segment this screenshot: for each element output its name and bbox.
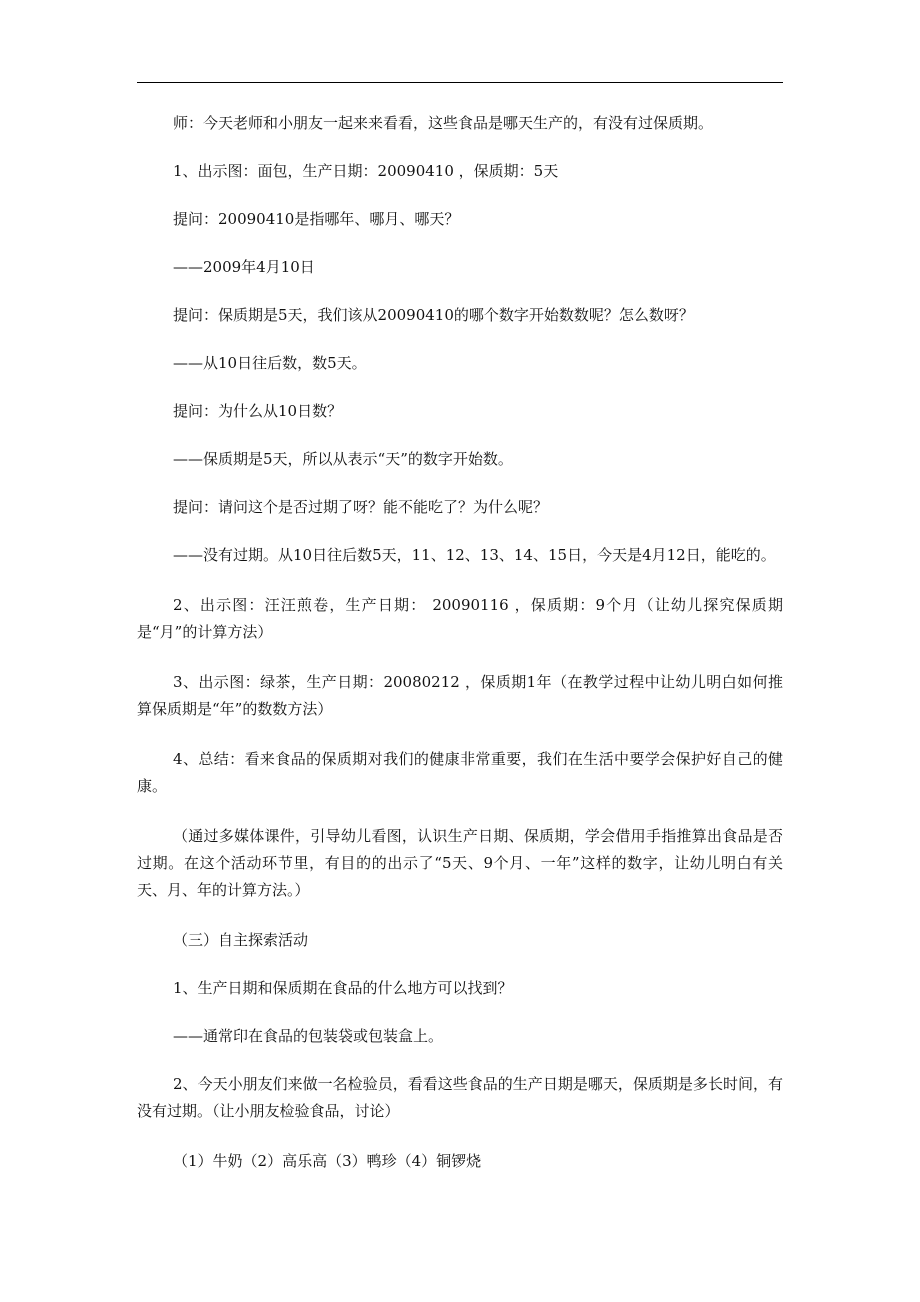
document-body — [137, 110, 783, 1175]
paragraph: 提问：请问这个是否过期了呀？能不能吃了？为什么呢？ — [173, 498, 549, 516]
paragraph: 2、今天小朋友们来做一名检验员，看看这些食品的生产日期是哪天，保质期是多长时间，有没有过期。（让小朋友检验食品，讨论） — [137, 1075, 783, 1120]
paragraph: ——从10日往后数，数5天。 — [173, 354, 367, 372]
paragraph: 提问：为什么从10日数？ — [173, 402, 343, 420]
paragraph: 2、出示图：汪汪煎卷，生产日期： 20090116 ，保质期：9个月（让幼儿探究保质期是“月”的计算方法） — [137, 596, 783, 641]
paragraph: ——通常印在食品的包装袋或包装盒上。 — [173, 1027, 444, 1045]
paragraph: 提问：保质期是5天，我们该从20090410的哪个数字开始数数呢？怎么数呀？ — [173, 306, 694, 324]
section-heading: （三）自主探索活动 — [173, 931, 309, 949]
paragraph: ——保质期是5天，所以从表示“天”的数字开始数。 — [173, 450, 513, 468]
paragraph: （1）牛奶（2）高乐高（3）鸭珍（4）铜锣烧 — [173, 1152, 482, 1170]
paragraph: ——没有过期。从10日往后数5天，11、12、13、14、15日，今天是4月12日，能吃的。 — [173, 546, 776, 564]
paragraph: ——2009年4月10日 — [173, 258, 315, 276]
paragraph: 3、出示图：绿茶，生产日期：20080212 ，保质期1年（在教学过程中让幼儿明白如何推算保质期是“年”的数数方法） — [137, 673, 783, 718]
header-rule — [137, 82, 783, 83]
paragraph: （通过多媒体课件，引导幼儿看图，认识生产日期、保质期，学会借用手指推算出食品是否过期。在这个活动环节里，有目的的出示了“5天、9个月、一年”这样的数字，让幼儿明白有关天、月、年的计算方法。） — [137, 827, 783, 899]
paragraph: 师：今天老师和小朋友一起来来看看，这些食品是哪天生产的，有没有过保质期。 — [173, 114, 714, 132]
paragraph: 1、出示图：面包，生产日期：20090410 ，保质期：5天 — [173, 162, 559, 180]
paragraph: 4、总结：看来食品的保质期对我们的健康非常重要，我们在生活中要学会保护好自己的健康。 — [137, 750, 783, 795]
paragraph: 1、生产日期和保质期在食品的什么地方可以找到？ — [173, 979, 513, 997]
paragraph: 提问：20090410是指哪年、哪月、哪天？ — [173, 210, 460, 228]
